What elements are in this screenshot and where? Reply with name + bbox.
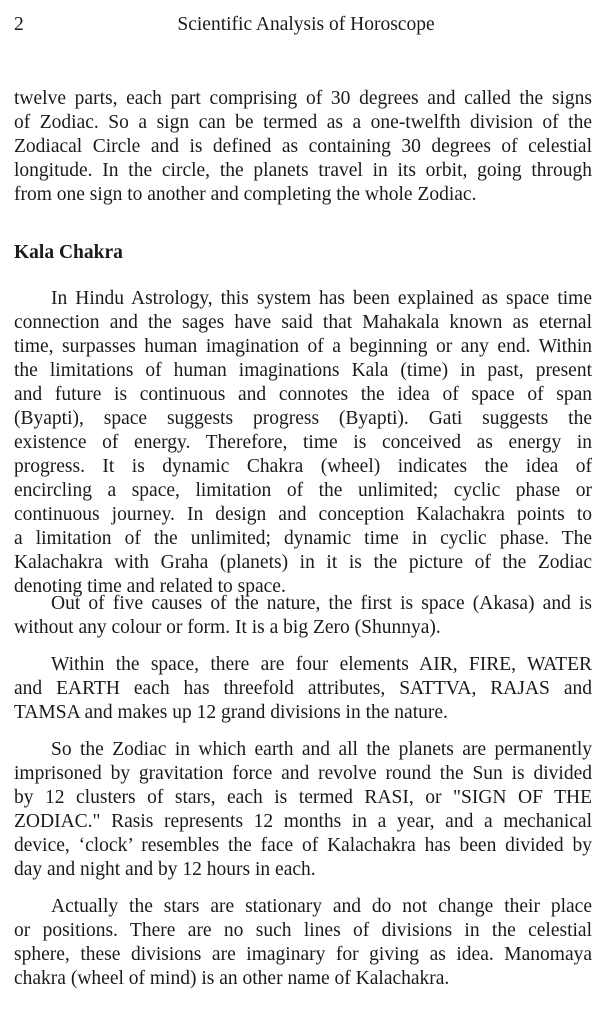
text-line: TAMSA and makes up 12 grand divisions in the nature.	[14, 702, 448, 723]
text-line: continuous journey. In design and conception Kalachakra points to	[14, 504, 592, 525]
text-line: and EARTH each has threefold attributes, SATTVA, RAJAS and	[14, 678, 592, 699]
text-line: ZODIAC." Rasis represents 12 months in a year, and a mechanical	[14, 811, 592, 832]
text-line: chakra (wheel of mind) is an other name of Kalachakra.	[14, 968, 450, 989]
text-line: Kalachakra with Graha (planets) in it is the picture of the Zodiac	[14, 552, 592, 573]
section-heading: Kala Chakra	[14, 242, 123, 263]
text-line: imprisoned by gravitation force and revolve round the Sun is divided	[14, 763, 592, 784]
text-line: of Zodiac. So a sign can be termed as a one-twelfth division of the	[14, 112, 592, 133]
text-line: longitude. In the circle, the planets travel in its orbit, going through	[14, 160, 592, 181]
text-line: by 12 clusters of stars, each is termed RASI, or "SIGN OF THE	[14, 787, 592, 808]
text-line: (Byapti), space suggests progress (Byapti). Gati suggests the	[14, 408, 592, 429]
text-line: Actually the stars are stationary and do not change their place	[51, 896, 592, 917]
text-line: device, ‘clock’ resembles the face of Kalachakra has been divided by	[14, 835, 592, 856]
text-line: Zodiacal Circle and is defined as containing 30 degrees of celestial	[14, 136, 592, 157]
page-header	[14, 14, 590, 42]
text-line: connection and the sages have said that Mahakala known as eternal	[14, 312, 592, 333]
text-line: sphere, these divisions are imaginary for giving as idea. Manomaya	[14, 944, 592, 965]
text-line: without any colour or form. It is a big Zero (Shunnya).	[14, 617, 441, 638]
text-line: twelve parts, each part comprising of 30 degrees and called the signs	[14, 88, 592, 109]
text-line: existence of energy. Therefore, time is conceived as energy in	[14, 432, 592, 453]
text-line: from one sign to another and completing the whole Zodiac.	[14, 184, 477, 205]
text-line: In Hindu Astrology, this system has been explained as space time	[51, 288, 592, 309]
text-line: or positions. There are no such lines of divisions in the celestial	[14, 920, 592, 941]
text-line: a limitation of the unlimited; dynamic time in cyclic phase. The	[14, 528, 592, 549]
text-line: time, surpasses human imagination of a beginning or any end. Within	[14, 336, 592, 357]
text-line: Within the space, there are four elements AIR, FIRE, WATER	[51, 654, 592, 675]
text-line: day and night and by 12 hours in each.	[14, 859, 316, 880]
text-line: progress. It is dynamic Chakra (wheel) indicates the idea of	[14, 456, 592, 477]
running-title: Scientific Analysis of Horoscope	[177, 14, 435, 35]
page-number: 2	[14, 14, 24, 35]
text-line: denoting time and related to space.	[14, 576, 286, 597]
text-line: and future is continuous and connotes the idea of space of span	[14, 384, 592, 405]
text-line: Out of five causes of the nature, the first is space (Akasa) and is	[51, 593, 592, 614]
text-line: the limitations of human imaginations Kala (time) in past, present	[14, 360, 592, 381]
text-line: encircling a space, limitation of the unlimited; cyclic phase or	[14, 480, 592, 501]
text-line: So the Zodiac in which earth and all the planets are permanently	[51, 739, 592, 760]
